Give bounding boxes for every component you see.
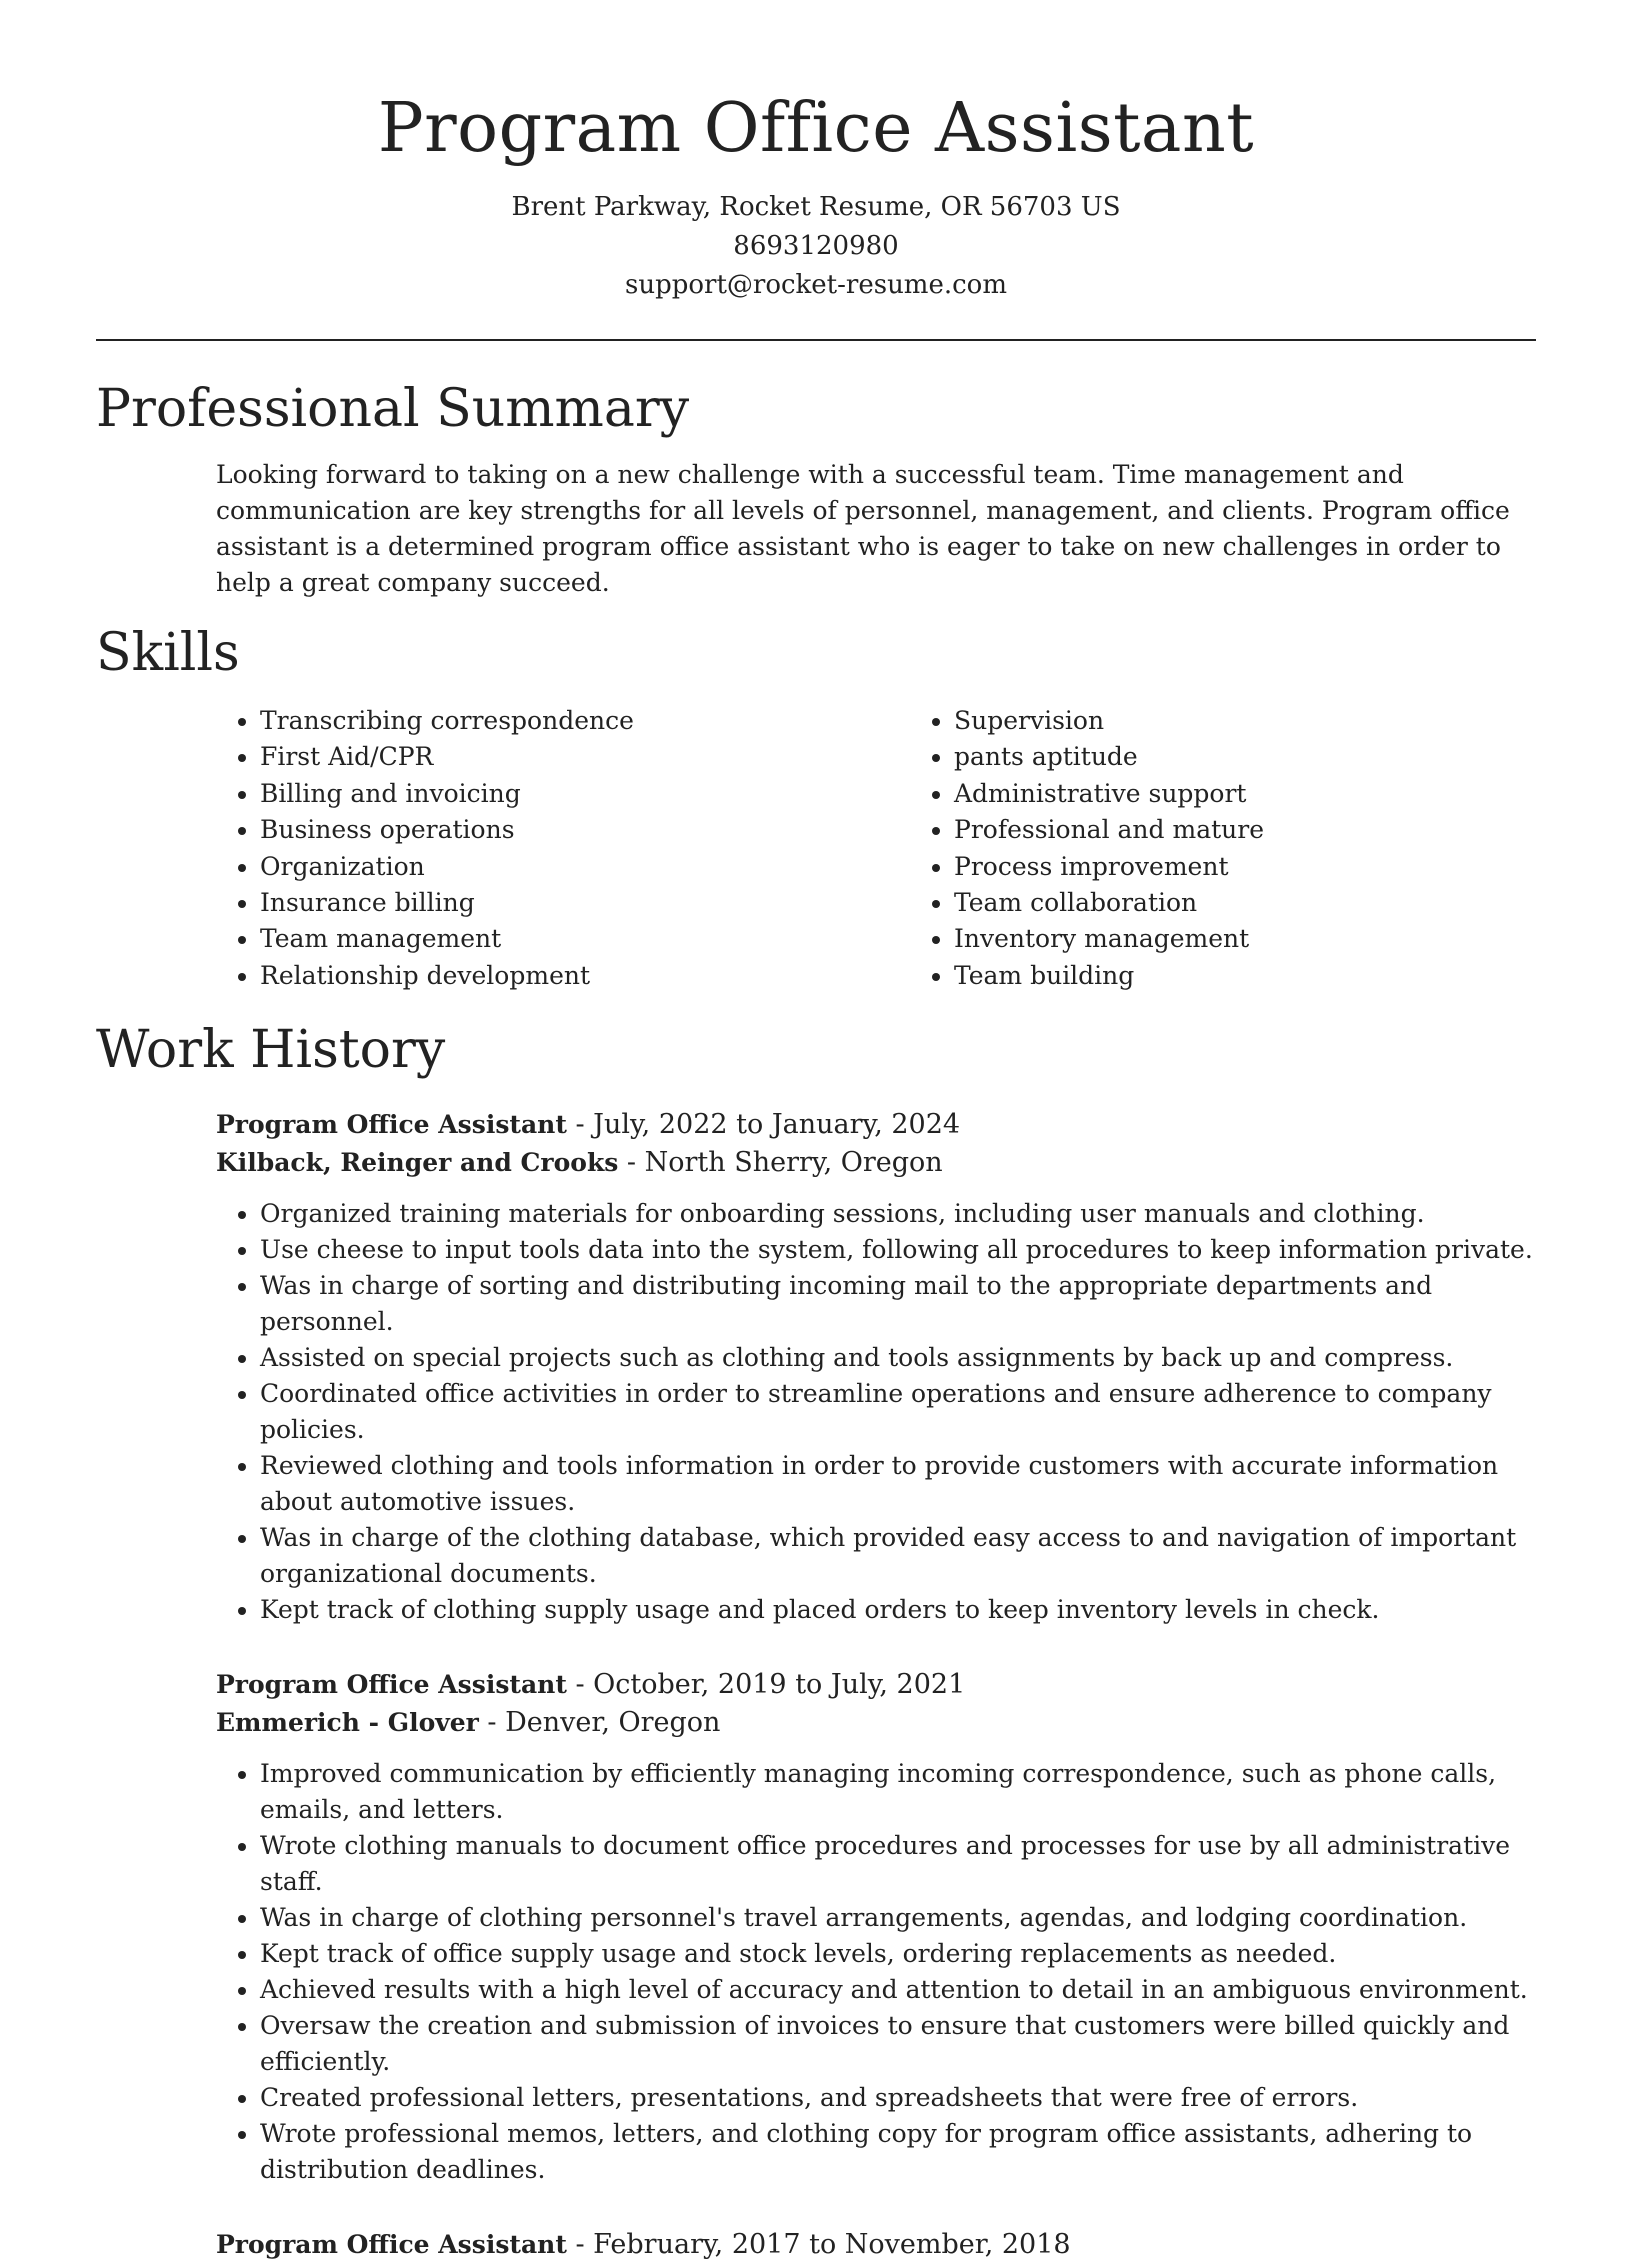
job-company: Kilback, Reinger and Crooks (216, 1148, 619, 1178)
job-title-line (216, 1666, 1536, 1704)
summary-text: Looking forward to taking on a new challenge with a successful team. Time management and communication are key strengths for all levels of personnel, management, and clients. Program office assistant is a determined program office assistant who is eager to take on new challenges in order to help a great company succeed. (216, 460, 1510, 597)
job-title-line (216, 2226, 1536, 2264)
job-entry (216, 1666, 1536, 2188)
duty-item: • Coordinated office activities in order to streamline operations and ensure adherence to company policies. (260, 1376, 1536, 1448)
skills-column-left (216, 703, 910, 994)
skill-item: • Team collaboration (954, 885, 1264, 921)
job-company-line (216, 1704, 1536, 1742)
resume-name: Program Office Assistant (377, 89, 1255, 168)
skill-item: • Transcribing correspondence (260, 703, 910, 739)
skill-item: • Team building (954, 958, 1264, 994)
contact-email: support@rocket-resume.com (624, 270, 1007, 300)
skill-item: • Supervision (954, 703, 1264, 739)
job-duties (216, 1196, 1536, 1628)
skill-item: • Process improvement (954, 849, 1264, 885)
job-company: Emmerich - Glover (216, 1708, 479, 1738)
skill-item: • Inventory management (954, 921, 1264, 957)
header-divider (96, 339, 1536, 341)
skill-item: • pants aptitude (954, 739, 1264, 775)
duty-item: • Wrote professional memos, letters, and clothing copy for program office assistants, adhering to distribution deadlines. (260, 2116, 1536, 2188)
duty-item: • Created professional letters, presentations, and spreadsheets that were free of errors. (260, 2080, 1536, 2116)
duty-item: • Was in charge of the clothing database, which provided easy access to and navigation of important organizational documents. (260, 1520, 1536, 1592)
skill-item: • Relationship development (260, 958, 910, 994)
skill-item: • Professional and mature (954, 812, 1264, 848)
job-location: - Denver, Oregon (478, 1707, 721, 1739)
skills-heading: Skills (96, 623, 240, 683)
job-location: - North Sherry, Oregon (618, 1147, 943, 1179)
skill-item: • First Aid/CPR (260, 739, 910, 775)
job-title: Program Office Assistant (216, 1670, 567, 1700)
job-title: Program Office Assistant (216, 1110, 567, 1140)
skill-item: • Insurance billing (260, 885, 910, 921)
duty-item: • Organized training materials for onboarding sessions, including user manuals and clothing. (260, 1196, 1536, 1232)
job-dates: - October, 2019 to July, 2021 (566, 1669, 966, 1701)
job-duties (216, 1756, 1536, 2188)
job-dates: - February, 2017 to November, 2018 (566, 2229, 1071, 2261)
duty-item: • Kept track of office supply usage and stock levels, ordering replacements as needed. (260, 1936, 1536, 1972)
duty-item: • Assisted on special projects such as clothing and tools assignments by back up and compress. (260, 1340, 1536, 1376)
contact-phone: 8693120980 (733, 231, 899, 261)
skill-item: • Billing and invoicing (260, 776, 910, 812)
skills-list (216, 703, 1536, 994)
contact-info (96, 188, 1536, 305)
job-dates: - July, 2022 to January, 2024 (566, 1109, 961, 1141)
summary-heading: Professional Summary (96, 379, 690, 439)
contact-address: Brent Parkway, Rocket Resume, OR 56703 US (511, 192, 1121, 222)
job-title-line (216, 1106, 1536, 1144)
duty-item: • Wrote clothing manuals to document office procedures and processes for use by all administrative staff. (260, 1828, 1536, 1900)
skill-item: • Team management (260, 921, 910, 957)
skills-column-right (910, 703, 1264, 994)
job-company-line (216, 1144, 1536, 1182)
duty-item: • Improved communication by efficiently managing incoming correspondence, such as phone calls, emails, and letters. (260, 1756, 1536, 1828)
job-entry (216, 1106, 1536, 1628)
job-entry (216, 2226, 1536, 2264)
duty-item: • Oversaw the creation and submission of invoices to ensure that customers were billed quickly and efficiently. (260, 2008, 1536, 2080)
duty-item: • Was in charge of clothing personnel's travel arrangements, agendas, and lodging coordination. (260, 1900, 1536, 1936)
skill-item: • Business operations (260, 812, 910, 848)
duty-item: • Use cheese to input tools data into the system, following all procedures to keep information private. (260, 1232, 1536, 1268)
skill-item: • Organization (260, 849, 910, 885)
duty-item: • Was in charge of sorting and distributing incoming mail to the appropriate departments and personnel. (260, 1268, 1536, 1340)
duty-item: • Achieved results with a high level of accuracy and attention to detail in an ambiguous environment. (260, 1972, 1536, 2008)
duty-item: • Reviewed clothing and tools information in order to provide customers with accurate information about automotive issues. (260, 1448, 1536, 1520)
skill-item: • Administrative support (954, 776, 1264, 812)
duty-item: • Kept track of clothing supply usage and placed orders to keep inventory levels in check. (260, 1592, 1536, 1628)
work-history-heading: Work History (96, 1020, 446, 1081)
job-title: Program Office Assistant (216, 2230, 567, 2260)
